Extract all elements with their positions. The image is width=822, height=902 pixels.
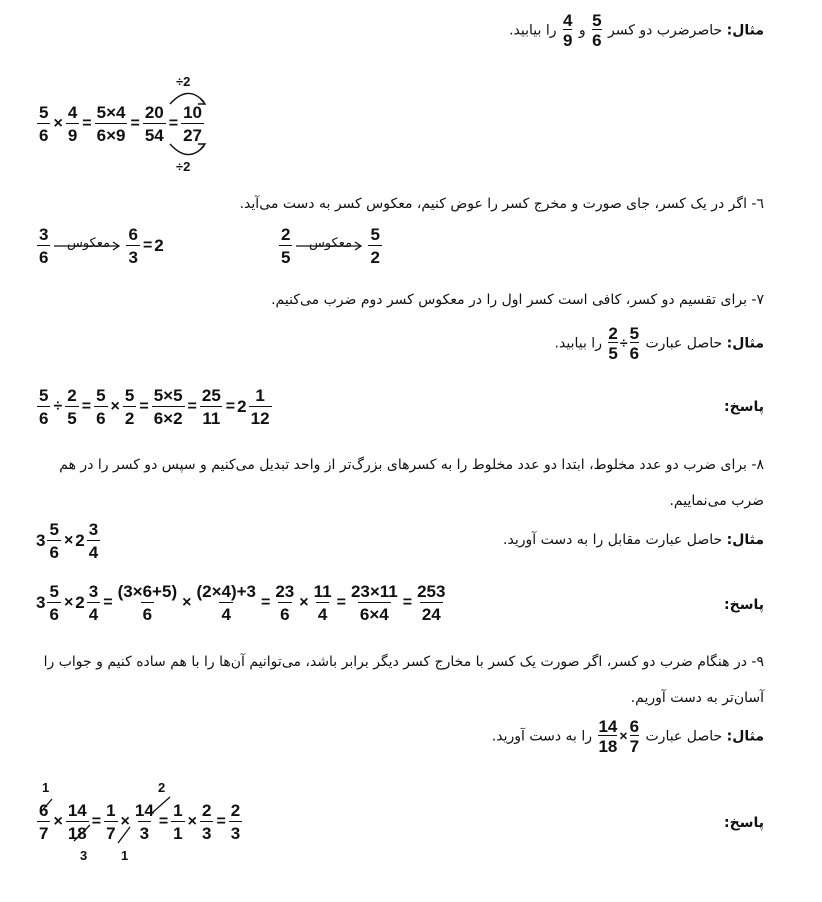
fraction: $\frac{4}{9}$ <box>562 11 573 50</box>
example-1: مثال: حاصرضرب دو کسر $\frac{5}{6}$ و $\frac{4}{9}$ را بیابید. <box>509 11 764 50</box>
cancel-top-1: 1 <box>42 780 50 795</box>
inverse-arrow: معکوس <box>296 240 364 252</box>
fraction: $\frac{14}{18}$ <box>67 801 87 843</box>
fraction: $\frac{253}{24}$ <box>417 582 446 624</box>
simplify-arrows-icon <box>160 84 220 164</box>
rule-9: ٩- در هنگام ضرب دو کسر، اگر صورت یک کسر با مخارج کسر دیگر برابر باشد، می‌توانیم آن‌ها را با هم ساده کنیم و جواب را آسان‌تر به دست آوریم. <box>43 654 764 706</box>
fraction: $\frac{5}{6}$ <box>592 11 602 50</box>
fraction: $\frac{14}{18}$ <box>598 717 618 756</box>
example-label: مثال: <box>726 335 764 352</box>
answer-2: $\frac{5}{6}$ ÷ $\frac{2}{5}$ = $\frac{5}{6}$ × $\frac{5}{2}$ = $\frac{5\times 5}{6\times 2}$ = $\frac{25}{11}$ = 2 $\frac{1}{12}$ <box>39 386 270 428</box>
fraction: $\frac{25}{11}$ <box>201 386 221 428</box>
rule-7: ٧- برای تقسیم دو کسر، کافی است کسر اول را در معکوس کسر دوم ضرب می‌کنیم. <box>271 292 764 308</box>
fraction: $\frac{23\times 11}{6\times 4}$ <box>350 582 398 624</box>
fraction: $\frac{2}{3}$ <box>230 801 241 843</box>
example-label: مثال: <box>726 532 764 548</box>
fraction: $\frac{10}{27}$ <box>183 103 202 145</box>
fraction: $\frac{3}{4}$ <box>88 582 99 624</box>
cancel-bottom-1: 3 <box>80 848 88 863</box>
fraction: $\frac{5}{2}$ <box>370 225 380 267</box>
example-3: مثال: حاصل عبارت مقابل را به دست آورید. <box>503 532 764 548</box>
fraction: $\frac{1}{7}$ <box>106 801 116 843</box>
fraction: $\frac{5}{6}$ <box>39 103 49 145</box>
fraction: $\frac{5}{6}$ <box>96 386 106 428</box>
inverse-arrow: معکوس <box>54 240 122 252</box>
fraction: $\frac{1}{12}$ <box>250 386 270 428</box>
fraction: $\frac{2}{5}$ <box>608 324 618 363</box>
inverse-example-right <box>278 226 383 266</box>
fraction: $\frac{(3\times 6+5)}{6}$ <box>117 582 178 624</box>
fraction: $\frac{2}{5}$ <box>67 386 77 428</box>
answer-3: 3 $\frac{5}{6}$ × 2 $\frac{3}{4}$ = $\frac{(3\times 6+5)}{6}$ × $\frac{(2\times 4)+3}{4}$ = $\frac{23}{6}$ × $\frac{11}{4}$ = $\frac{23\times 11}{6\times 4}$ = $\frac{253}{24}$ <box>36 582 446 624</box>
fraction: $\frac{5}{6}$ <box>629 324 640 363</box>
fraction: $\frac{5\times 5}{6\times 2}$ <box>153 386 183 428</box>
fraction: $\frac{23}{6}$ <box>275 582 295 624</box>
rule-6: ٦- اگر در یک کسر، جای صورت و مخرج کسر را عوض کنیم، معکوس کسر به دست می‌آید. <box>239 196 764 212</box>
cancel-bottom-2: 1 <box>121 848 129 863</box>
fraction: $\frac{1}{1}$ <box>173 801 183 843</box>
calculation-1: $\frac{5}{6}$ × $\frac{4}{9}$ = $\frac{5\times 4}{6\times 9}$ = $\frac{20}{54}$ = $\frac{10}{27}$ <box>39 103 202 145</box>
example-text: حاصرضرب دو کسر <box>608 22 723 39</box>
fraction: $\frac{6}{3}$ <box>128 225 138 267</box>
divide-label-top: ÷2 <box>176 74 191 89</box>
fraction: $\frac{11}{4}$ <box>313 582 332 624</box>
fraction: $\frac{6}{7}$ <box>39 801 49 843</box>
rule-8: ٨- برای ضرب دو عدد مخلوط، ابتدا دو عدد مخلوط را به کسرهای بزرگ‌تر از واحد تبدیل می‌کنیم و سپس دو کسر را در هم ضرب می‌نماییم. <box>59 457 764 509</box>
fraction: $\frac{3}{4}$ <box>88 520 99 562</box>
example-2: مثال: حاصل عبارت $\frac{5}{6}$ ÷ $\frac{2}{5}$ را بیابید. <box>554 324 764 363</box>
fraction: $\frac{5}{6}$ <box>49 520 59 562</box>
answer-label: پاسخ: <box>724 815 764 831</box>
fraction: $\frac{2}{3}$ <box>201 801 212 843</box>
fraction: $\frac{6}{7}$ <box>629 717 640 756</box>
fraction: $\frac{5}{6}$ <box>39 386 49 428</box>
fraction: $\frac{2}{5}$ <box>281 225 291 267</box>
fraction: $\frac{5}{6}$ <box>49 582 59 624</box>
answer-label: پاسخ: <box>724 399 764 415</box>
cancel-top-2: 2 <box>158 780 166 795</box>
fraction: $\frac{3}{6}$ <box>39 225 49 267</box>
example-label: مثال: <box>726 728 764 745</box>
divide-label-bottom: ÷2 <box>176 159 191 174</box>
fraction: $\frac{5\times 4}{6\times 9}$ <box>96 103 126 145</box>
inverse-example-left: $\frac{3}{6}$ معکوس $\frac{6}{3}$ = 2 <box>39 225 164 267</box>
fraction: $\frac{14}{3}$ <box>134 801 154 843</box>
fraction: $\frac{(2\times 4)+3}{4}$ <box>196 582 256 624</box>
fraction: $\frac{20}{54}$ <box>144 103 164 145</box>
fraction: $\frac{4}{9}$ <box>67 103 78 145</box>
example-label: مثال: <box>726 22 764 39</box>
fraction: $\frac{5}{2}$ <box>124 386 135 428</box>
cancel-strikes-icon <box>30 795 180 850</box>
answer-label: پاسخ: <box>724 597 764 613</box>
answer-4: $\frac{6}{7}$ × $\frac{14}{18}$ = $\frac{1}{7}$ × $\frac{14}{3}$ = $\frac{1}{1}$ × $\frac{2}{3}$ = $\frac{2}{3}$ <box>39 801 241 843</box>
example-3-expression: 3 $\frac{5}{6}$ × 2 $\frac{3}{4}$ <box>36 520 99 562</box>
example-4: مثال: حاصل عبارت $\frac{6}{7}$ × $\frac{14}{18}$ را به دست آورید. <box>491 717 764 756</box>
